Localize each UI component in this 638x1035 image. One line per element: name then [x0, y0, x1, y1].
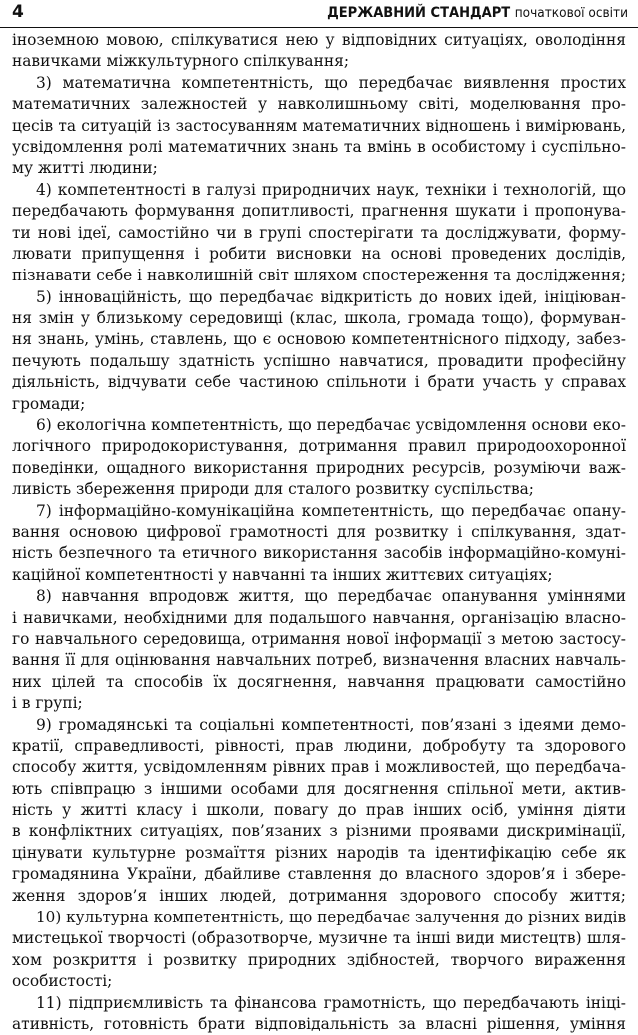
text-line: способу життя, усвідомленням рівних прав і можливостей, що передбача- — [12, 758, 626, 777]
text-line: діяльність, відчувати себе частиною спільноти і брати участь у справах — [12, 373, 626, 392]
text-line: му житті людини; — [12, 159, 158, 178]
text-line: мистецької творчості (образотворче, музичне та інші види мистецтв) шля- — [12, 929, 626, 948]
text-line: 3) математична компетентність, що передбачає виявлення простих — [36, 73, 626, 92]
text-line: хом розкриття і розвитку природних здібностей, творчого вираження — [12, 950, 626, 969]
text-line: ність у житті класу і школи, повагу до прав інших осіб, уміння діяти — [12, 801, 626, 820]
text-line: іноземною мовою, спілкуватися нею у відповідних ситуаціях, оволодіння — [12, 31, 626, 49]
text-line: ють співпрацю з іншими особами для досягнення спільної мети, актив- — [12, 779, 626, 798]
text-line: особистості; — [12, 972, 113, 991]
text-line: ня знань, умінь, ставлень, що є основою компетентнісного підходу, забез- — [12, 330, 626, 349]
text-line: і в групі; — [12, 694, 83, 713]
text-line: них цілей та способів їх досягнення, навчання працювати самостійно — [12, 672, 626, 691]
text-line: громадянина України, дбайливе ставлення до власного здоров’я і збере- — [12, 865, 626, 884]
text-line: усвідомлення ролі математичних знань та вмінь в особистому і суспільно- — [12, 137, 626, 156]
body-text — [12, 30, 626, 1035]
text-line: 8) навчання впродовж життя, що передбачає опанування уміннями — [36, 587, 626, 606]
text-line: передбачають формування допитливості, прагнення шукати і пропонува- — [12, 202, 626, 221]
page-header — [0, 0, 638, 28]
text-line: ти нові ідеї, самостійно чи в групі спостерігати та досліджувати, форму- — [12, 223, 626, 242]
text-line: 5) інноваційність, що передбачає відкритість до нових ідей, ініціюван- — [36, 287, 626, 306]
text-line: каційної компетентності у навчанні та інших життєвих ситуаціях; — [12, 565, 553, 584]
text-line: математичних залежностей у навколишньому світі, моделювання про- — [12, 95, 626, 114]
text-line: пізнавати себе і навколишній світ шляхом спостереження та дослідження; — [12, 266, 626, 285]
text-line: ливість збереження природи для сталого розвитку суспільства; — [12, 480, 534, 499]
text-line: поведінки, ощадного використання природних ресурсів, розуміючи важ- — [12, 458, 626, 477]
text-line: вання основою цифрової грамотності для розвитку і спілкування, здат- — [12, 522, 626, 541]
text-line: цінувати культурне розмаїття різних народів та ідентифікацію себе як — [12, 843, 626, 862]
text-line: ження здоров’я інших людей, дотримання здорового способу життя; — [12, 886, 626, 905]
text-line: ативність, готовність брати відповідальність за власні рішення, уміння — [12, 1014, 626, 1033]
text-line: 11) підприємливість та фінансова грамотність, що передбачають ініці- — [36, 993, 626, 1012]
text-line: 10) культурна компетентність, що передбачає залучення до різних видів — [36, 908, 626, 927]
text-line: логічного природокористування, дотримання правил природоохоронної — [12, 437, 626, 456]
running-title — [327, 5, 628, 21]
text-line: цесів та ситуацій із застосуванням математичних відношень і вимірювань, — [12, 116, 626, 135]
text-line: 4) компетентності в галузі природничих наук, техніки і технологій, що — [36, 180, 626, 199]
text-line: печують подальшу здатність успішно навчатися, провадити професійну — [12, 351, 626, 370]
text-line: ність безпечного та етичного використання засобів інформаційно-комуні- — [12, 544, 626, 563]
text-line: 7) інформаційно-комунікаційна компетентність, що передбачає опану- — [36, 501, 626, 520]
text-line: в конфліктних ситуаціях, пов’язаних з різними проявами дискримінації, — [12, 822, 626, 841]
text-line: кратії, справедливості, рівності, прав людини, добробуту та здорового — [12, 736, 626, 755]
running-title-main: ДЕРЖАВНИЙ СТАНДАРТ — [327, 5, 511, 21]
page-number: 4 — [12, 2, 24, 22]
text-line: лювати припущення і робити висновки на основі проведених дослідів, — [12, 244, 626, 263]
text-line: го навчального середовища, отримання нової інформації з метою застосу- — [12, 629, 626, 648]
text-line: громади; — [12, 394, 86, 413]
text-line: вання її для оцінювання навчальних потреб, визначення власних навчаль- — [12, 651, 626, 670]
text-line: 6) екологічна компетентність, що передбачає усвідомлення основи еко- — [36, 416, 626, 435]
running-title-sub: початкової освіти — [514, 5, 628, 21]
text-line: ня змін у близькому середовищі (клас, школа, громада тощо), формуван- — [12, 309, 626, 328]
text-line: і навичками, необхідними для подальшого навчання, організацію власно- — [12, 608, 626, 627]
text-line: навичками міжкультурного спілкування; — [12, 52, 350, 71]
text-line: 9) громадянські та соціальні компетентності, пов’язані з ідеями демо- — [36, 715, 626, 734]
